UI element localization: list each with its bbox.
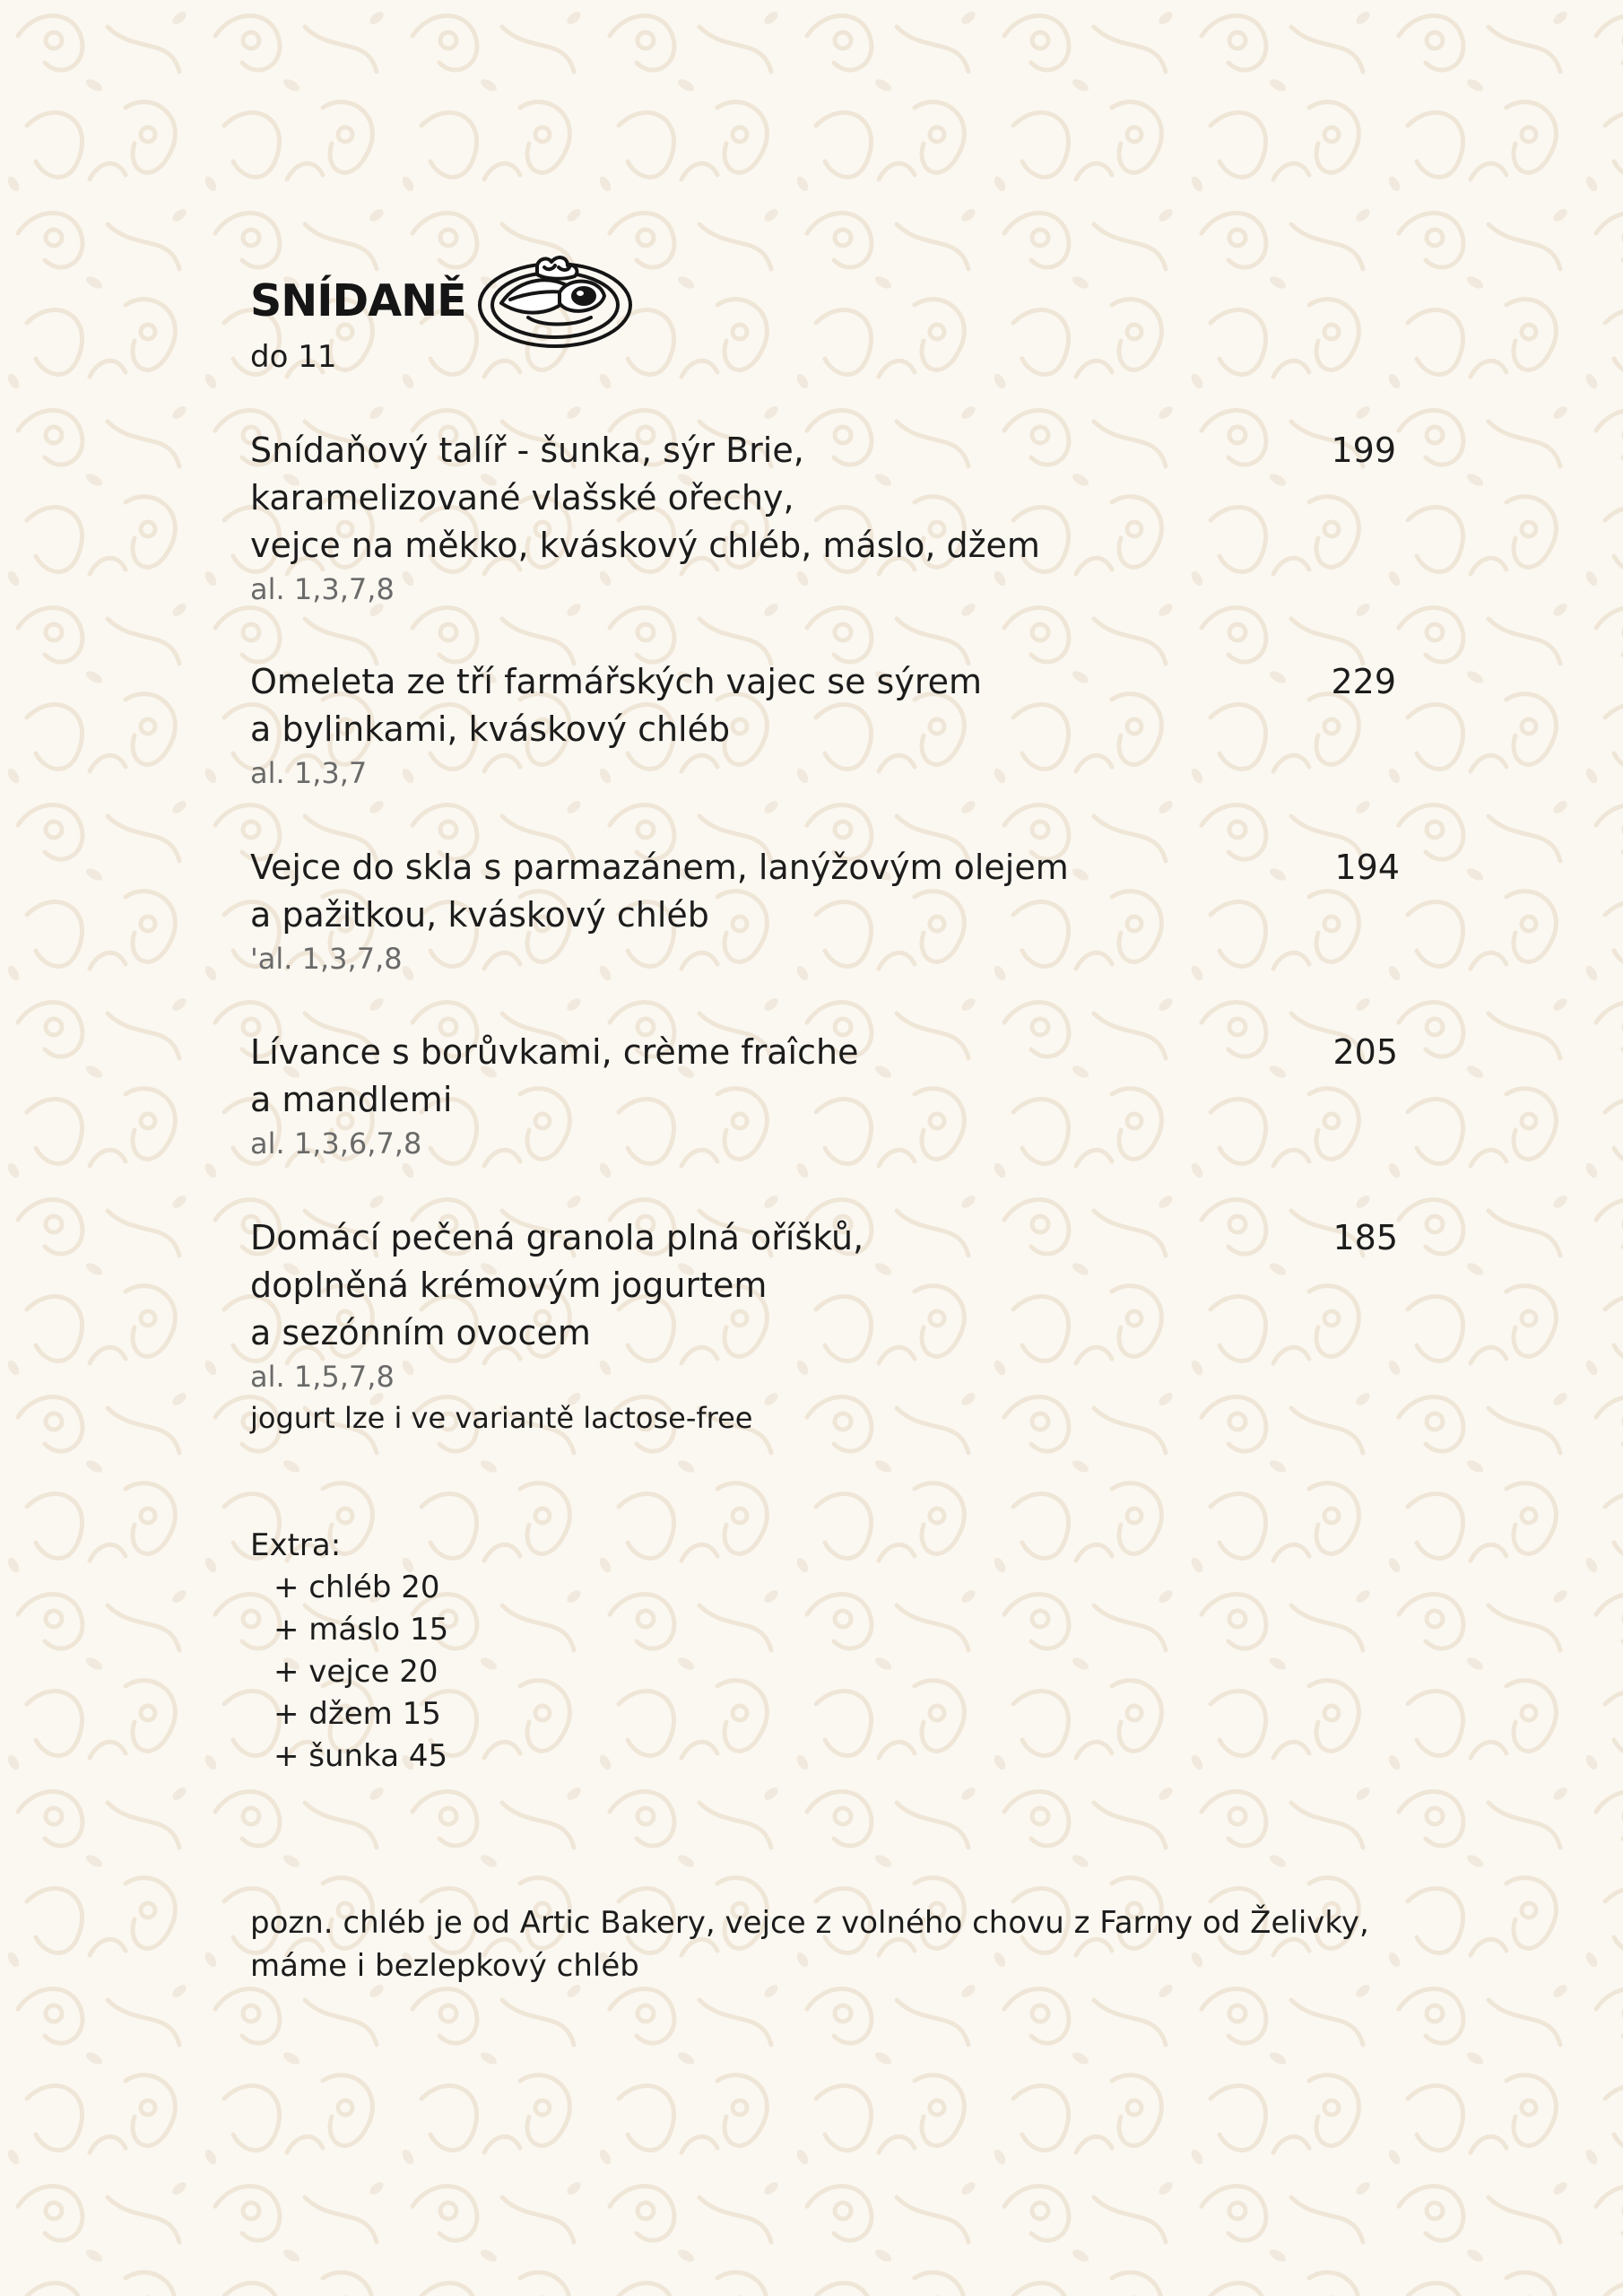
item-description: Lívance s borůvkami, crème fraîche a mandlemi — [250, 1032, 859, 1119]
item-description: Snídaňový talíř - šunka, sýr Brie, karamelizované vlašské ořechy, vejce na měkko, kváskový chléb, máslo, džem — [250, 430, 1040, 565]
menu-item — [250, 1029, 1407, 1163]
extra-item: + chléb 20 — [273, 1570, 440, 1605]
item-description: Vejce do skla s parmazánem, lanýžovým olejem a pažitkou, kváskový chléb — [250, 848, 1069, 935]
item-price: 194 — [1334, 848, 1400, 887]
menu-item — [250, 844, 1407, 978]
section-title: SNÍDANĚ — [250, 275, 466, 326]
item-allergens: al. 1,3,6,7,8 — [250, 1126, 422, 1161]
extra-item: + džem 15 — [273, 1696, 441, 1732]
extra-item: + vejce 20 — [273, 1654, 438, 1690]
menu-item — [250, 658, 1407, 793]
extras-label: Extra: — [250, 1527, 342, 1563]
section-header — [250, 240, 663, 384]
extra-item: + šunka 45 — [273, 1738, 448, 1774]
item-allergens: 'al. 1,3,7,8 — [250, 942, 403, 976]
extras-list — [250, 1567, 448, 1778]
item-description: Omeleta ze tří farmářských vajec se sýrem a bylinkami, kváskový chléb — [250, 662, 983, 749]
item-allergens: al. 1,5,7,8 — [250, 1360, 395, 1394]
menu-item — [250, 427, 1407, 609]
extras-section — [250, 1525, 448, 1778]
item-price: 205 — [1332, 1032, 1398, 1072]
item-description: Domácí pečená granola plná oříšků, doplněná krémovým jogurtem a sezónním ovocem — [250, 1218, 864, 1352]
item-price: 199 — [1331, 430, 1396, 470]
breakfast-plate-icon — [474, 240, 636, 355]
item-price: 185 — [1332, 1218, 1398, 1257]
serving-hours: do 11 — [250, 339, 337, 375]
item-allergens: al. 1,3,7 — [250, 756, 368, 790]
item-note: jogurt lze i ve variantě lactose-free — [250, 1401, 753, 1435]
item-allergens: al. 1,3,7,8 — [250, 572, 395, 606]
item-price: 229 — [1331, 662, 1396, 701]
footnote: pozn. chléb je od Artic Bakery, vejce z volného chovu z Farmy od Želivky, máme i bezlepkový chléb — [250, 1905, 1369, 1984]
extra-item: + máslo 15 — [273, 1612, 449, 1648]
menu-item — [250, 1214, 1407, 1439]
